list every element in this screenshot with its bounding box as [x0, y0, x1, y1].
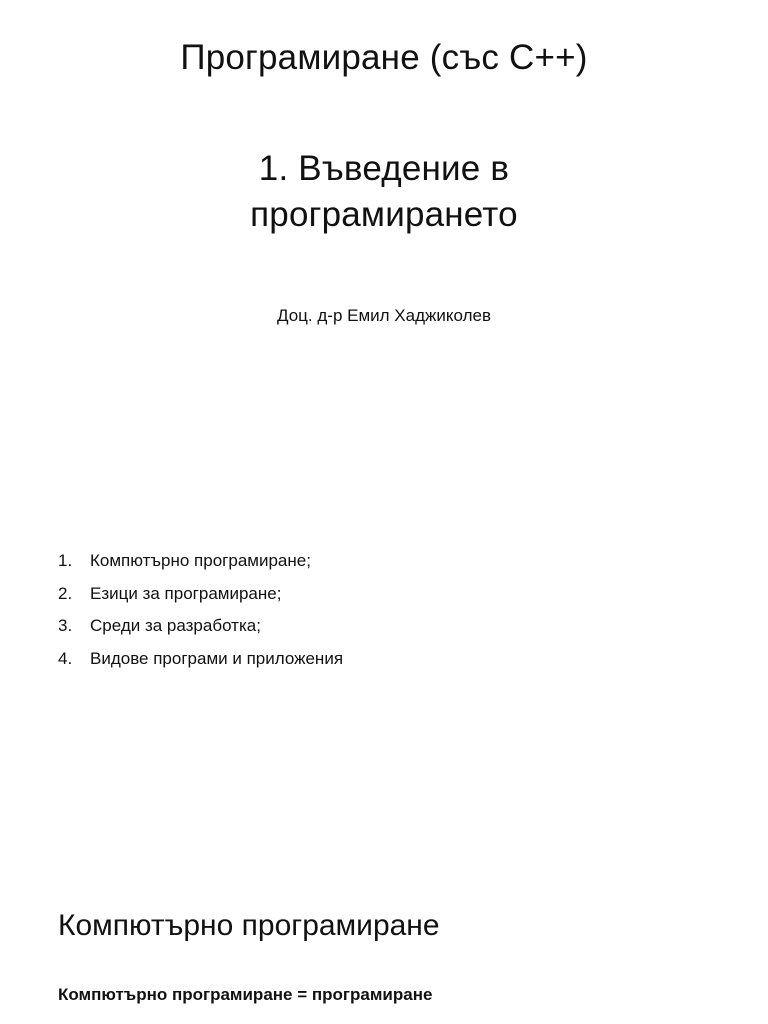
lecture-title-line-1: 1. Въведение в: [258, 149, 510, 188]
topic-label: Видове програми и приложения: [90, 648, 344, 668]
section-bold-text: Компютърно програмиране = програмиране: [58, 985, 433, 1004]
section-heading: Компютърно програмиране: [58, 909, 440, 942]
topic-item: [58, 646, 343, 679]
author-name: Доц. д-р Емил Хаджиколев: [277, 306, 491, 325]
lecture-title-line-2: програмирането: [250, 195, 518, 234]
topics-list: [58, 548, 343, 678]
topic-number: 1.: [58, 551, 73, 570]
topic-label: Компютърно програмиране;: [90, 551, 311, 570]
topic-item: [58, 613, 343, 646]
course-title: Програмиране (със С++): [180, 38, 588, 77]
topic-number: 3.: [58, 616, 73, 635]
topic-number: 2.: [58, 583, 73, 603]
topic-label: Езици за програмиране;: [90, 583, 282, 603]
topic-item: [58, 548, 343, 581]
lecture-title: [0, 146, 768, 238]
topic-label: Среди за разработка;: [90, 616, 261, 635]
topic-number: 4.: [58, 648, 73, 668]
topic-item: [58, 581, 343, 614]
